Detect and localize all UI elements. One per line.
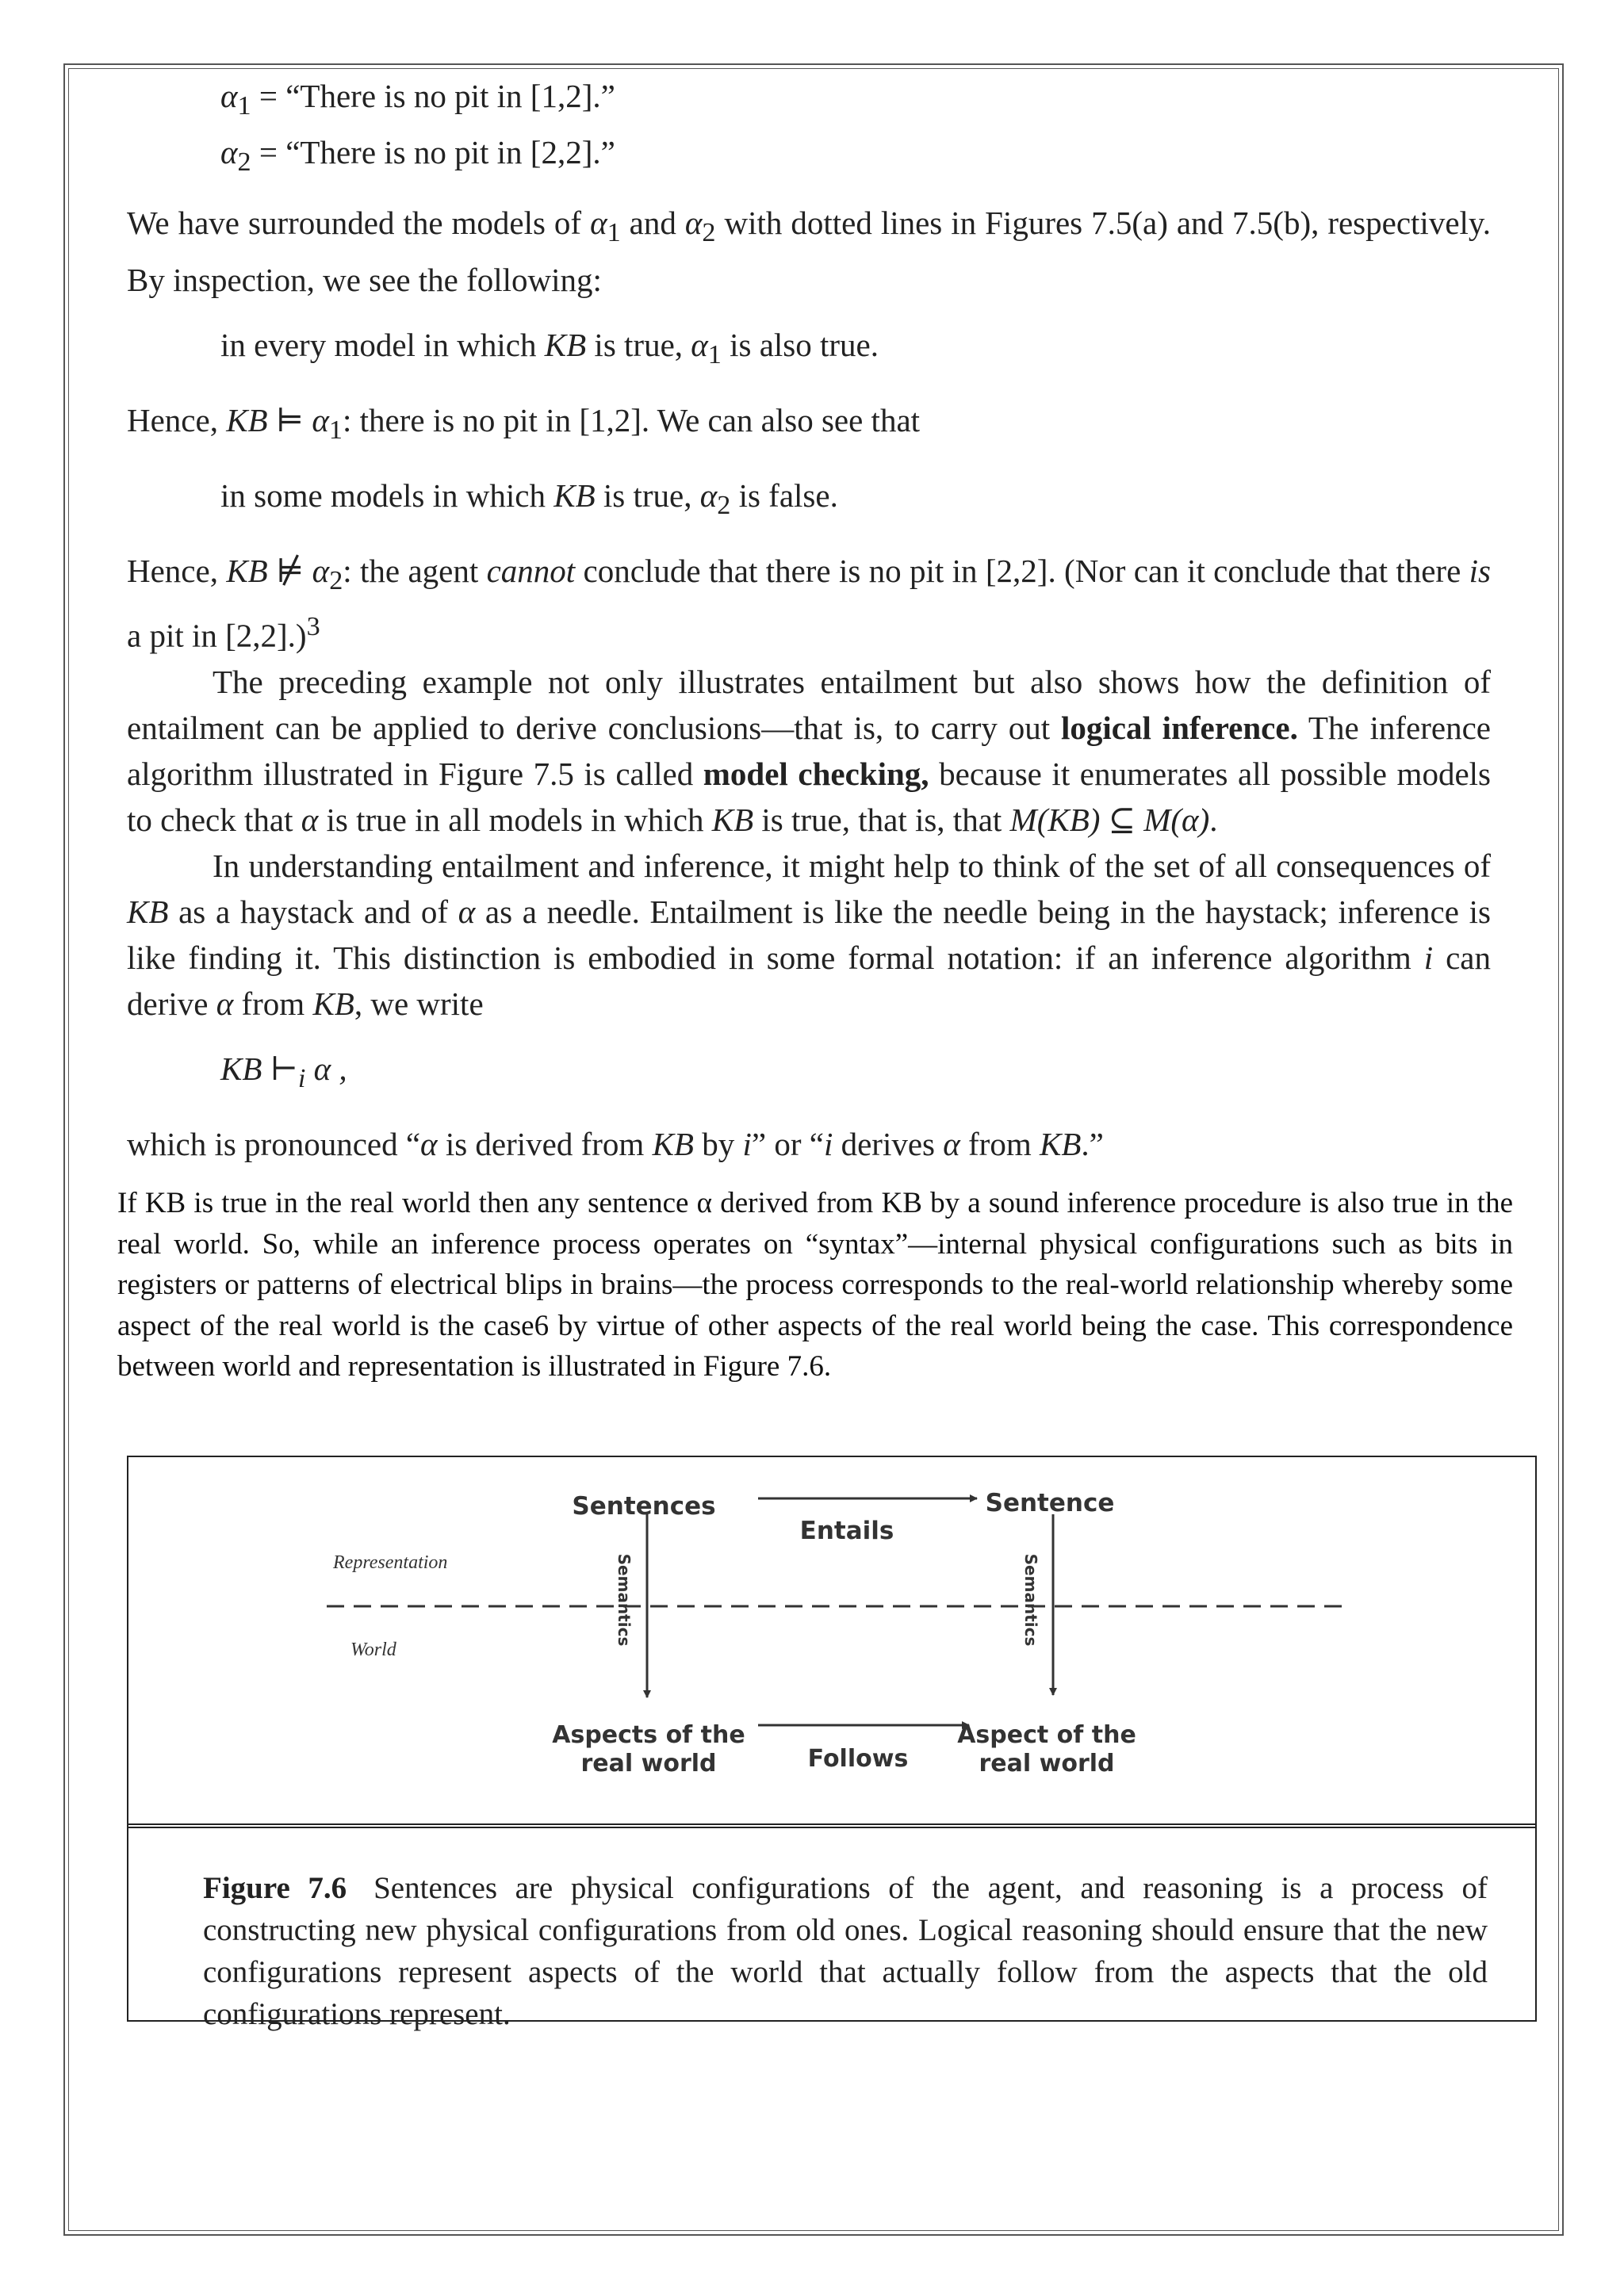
subscript: 2 <box>329 566 343 596</box>
alpha1-text: “There is no pit in [1,2].” <box>285 78 615 114</box>
text-run: which is pronounced “ <box>127 1126 421 1163</box>
text-run: . <box>1209 801 1218 838</box>
kb-symbol: KB <box>544 326 587 363</box>
subscript: 1 <box>607 218 621 248</box>
text-run: in every model in which <box>220 326 545 363</box>
alpha-symbol: α <box>590 205 607 242</box>
follows-label: Follows <box>807 1745 909 1773</box>
figure-diagram <box>128 1457 1534 1822</box>
text-run: : there is no pit in [1,2]. We can also see that <box>342 401 921 438</box>
haystack-paragraph <box>127 843 1491 1027</box>
i-symbol: i <box>1423 939 1434 976</box>
world-label: World <box>350 1640 396 1660</box>
subscript: 1 <box>707 339 722 369</box>
alpha-symbol: α <box>312 401 329 438</box>
figure-number: Figure 7.6 <box>203 1871 347 1905</box>
text-run: is true in all models in which <box>318 801 712 838</box>
textbook-excerpt <box>127 73 1491 1167</box>
subscript: 2 <box>717 491 731 521</box>
hence-entails-line <box>127 397 1491 453</box>
text-run: from <box>959 1126 1040 1163</box>
i-symbol: i <box>823 1126 833 1163</box>
surrounded-paragraph <box>127 200 1491 302</box>
text-run: is also true. <box>721 326 879 363</box>
text-run: because it enumerates all possible models to check that <box>127 755 1491 838</box>
entails-label: Entails <box>799 1517 894 1545</box>
text-run: as a haystack and of <box>168 893 458 930</box>
not-entails-symbol: ⊭ <box>267 553 312 590</box>
text-run: Hence, <box>127 401 227 438</box>
text-run: and <box>620 205 685 242</box>
kb-symbol: KB <box>226 401 268 438</box>
alpha1-definition <box>127 73 1491 129</box>
alpha2-text: “There is no pit in [2,2].” <box>285 134 615 171</box>
caption-text: Sentences are physical configurations of the agent, and reasoning is a process of constructing new physical configurations from old ones. Logical reasoning should ensure that the new configurations represent aspects of the world that actually follow from the aspects that the old configurations represent. <box>203 1871 1488 2031</box>
subscript: 2 <box>702 218 716 248</box>
term-logical-inference: logical inference. <box>1060 709 1298 746</box>
alpha-symbol: α <box>691 326 708 363</box>
caption-divider <box>128 1823 1535 1828</box>
text-run: with dotted lines in Figures 7.5(a) and 7.5(b), respectively. By inspection, we see the following: <box>127 205 1491 298</box>
derivation-formula <box>127 1046 1491 1102</box>
pronounced-line <box>127 1121 1491 1167</box>
text-run: : the agent <box>343 553 487 590</box>
inference-paragraph <box>127 659 1491 843</box>
text-run: .” <box>1081 1126 1104 1163</box>
alpha-symbol: α <box>943 1126 960 1163</box>
sentence-label: Sentence <box>985 1489 1115 1517</box>
alpha-symbol: α <box>684 205 703 242</box>
text-run: is false. <box>730 476 838 514</box>
subscript: i <box>297 1064 306 1094</box>
text-run: as a needle. Entailment is like the needle being in the haystack; inference is like finding it. This distinction is embodied in some formal notation: if an inference algorithm <box>127 893 1491 976</box>
semantics-label-left: Semantics <box>615 1553 634 1647</box>
text-run: by <box>693 1126 743 1163</box>
text-run: is derived from <box>437 1126 653 1163</box>
subscript: 1 <box>237 91 251 121</box>
text-run: is true, <box>586 326 691 363</box>
text-run: can derive <box>127 939 1491 1022</box>
alpha-symbol: α <box>220 134 238 171</box>
text-run: , we write <box>354 985 484 1022</box>
emphasis-cannot: cannot <box>486 553 576 590</box>
every-model-line <box>127 322 1491 378</box>
text-run: In understanding entailment and inference, it might help to think of the set of all consequences of <box>213 847 1491 884</box>
kb-symbol: KB <box>312 985 354 1022</box>
kb-symbol: KB <box>711 801 754 838</box>
alpha-symbol: α <box>699 476 718 514</box>
alpha-symbol: α <box>420 1126 438 1163</box>
text-run: a pit in [2,2].) <box>127 617 307 654</box>
entails-symbol: ⊨ <box>267 401 312 438</box>
text-run: derives <box>833 1126 944 1163</box>
some-models-line <box>127 473 1491 529</box>
alpha-symbol: α <box>301 801 319 838</box>
aspect-label-line2: real world <box>979 1750 1115 1777</box>
subscript: 2 <box>237 147 251 178</box>
kb-symbol: KB <box>226 553 268 590</box>
subscript: 1 <box>328 415 343 445</box>
text-run: is true, <box>595 476 700 514</box>
body-paragraph: If KB is true in the real world then any sentence α derived from KB by a sound inference procedure is also true in the real world. So, while an inference process operates on “syntax”—internal physical configurations such as bits in registers or patterns of electrical blips in brains—the process corresponds to the real-world relationship whereby some aspect of the real world is the case6 by virtue of other aspects of the real world being the case. This correspondence between world and representation is illustrated in Figure 7.6. <box>117 1187 1513 1383</box>
kb-symbol: KB <box>1039 1126 1082 1163</box>
derives-turnstile: KB ⊢ <box>220 1050 298 1087</box>
equals: = <box>251 134 286 171</box>
equals: = <box>251 78 286 114</box>
text-run: from <box>233 985 313 1022</box>
text-run: The inference algorithm illustrated in Figure 7.5 is called <box>127 709 1491 792</box>
kb-symbol: KB <box>652 1126 694 1163</box>
footnote-marker: 3 <box>306 612 320 642</box>
kb-symbol: KB <box>127 893 169 930</box>
alpha-symbol: α <box>312 553 330 590</box>
text-run: in some models in which <box>220 476 554 514</box>
representation-label: Representation <box>333 1552 448 1573</box>
aspects-label-line1: Aspects of the <box>552 1721 745 1749</box>
alpha-symbol: α <box>458 893 476 930</box>
alpha-symbol: α <box>220 78 238 114</box>
text-run: is true, that is, that <box>753 801 1010 838</box>
sentences-label: Sentences <box>572 1492 716 1521</box>
aspects-label-line2: real world <box>580 1750 717 1777</box>
kb-symbol: KB <box>553 476 596 514</box>
alpha-symbol: α <box>216 985 234 1022</box>
emphasis-is: is <box>1469 553 1491 590</box>
figure-7-6 <box>127 1456 1537 2031</box>
term-model-checking: model checking, <box>703 755 929 792</box>
hence-not-entails-paragraph <box>127 548 1491 659</box>
model-subset-formula: M(KB) ⊆ M(α) <box>1009 801 1210 838</box>
text-run: conclude that there is no pit in [2,2]. (Nor can it conclude that there <box>575 553 1469 590</box>
text-run: The preceding example not only illustrates entailment but also shows how the definition of entailment can be applied to derive conclusions—that is, to carry out <box>127 663 1491 746</box>
aspect-label-line1: Aspect of the <box>957 1721 1136 1749</box>
i-symbol: i <box>742 1126 752 1163</box>
alpha-symbol: α , <box>305 1050 347 1087</box>
figure-caption <box>203 1867 1488 2035</box>
text-run: Hence, <box>127 553 227 590</box>
text-run: We have surrounded the models of <box>127 205 591 242</box>
semantics-label-right: Semantics <box>1021 1553 1040 1647</box>
text-run: ” or “ <box>751 1126 824 1163</box>
alpha2-definition <box>127 129 1491 186</box>
